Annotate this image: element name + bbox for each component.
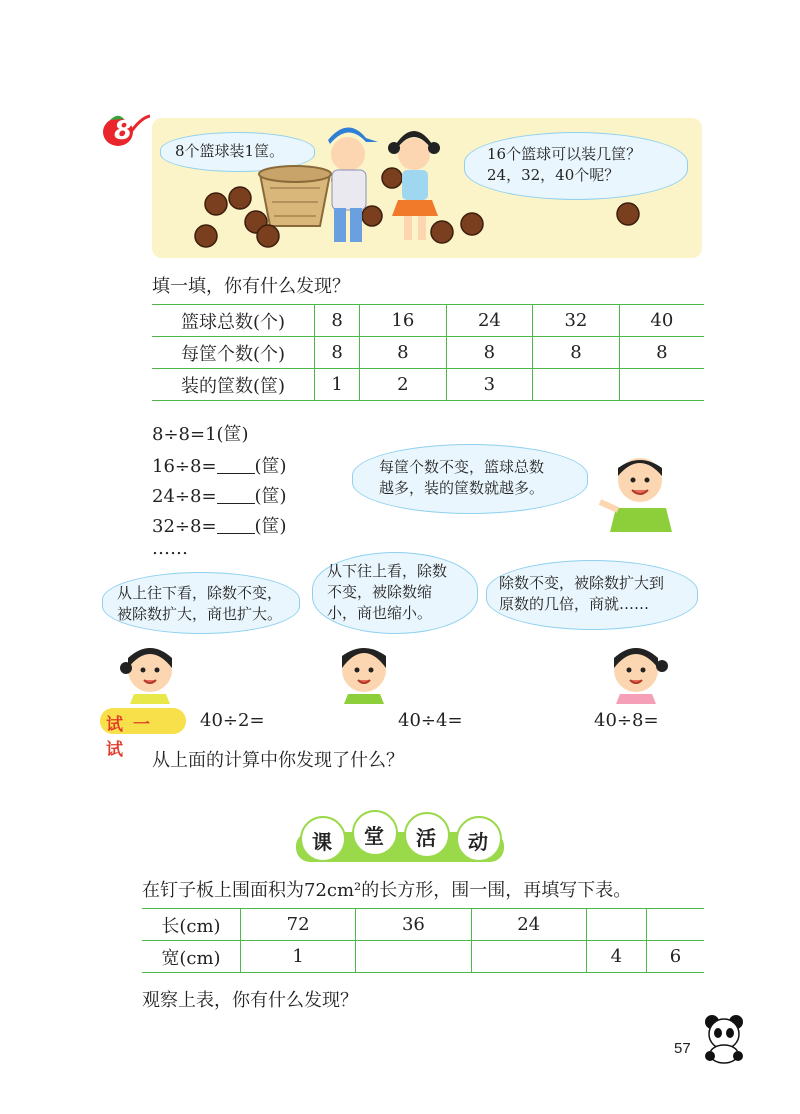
- equation-ellipsis: ……: [152, 538, 188, 559]
- equation-4: [152, 512, 287, 538]
- row-label: 装的筐数(筐): [152, 369, 315, 401]
- table-cell[interactable]: [471, 941, 586, 973]
- page-number: 57: [674, 1040, 691, 1057]
- table-row: [152, 305, 704, 337]
- equation-text: 32÷8=: [152, 516, 217, 537]
- activity-char-text: 动: [468, 830, 488, 854]
- activity-char-3: [404, 812, 450, 858]
- bubble-text: 从上往下看，除数不变，: [117, 584, 283, 602]
- speech-bubble-girl-left: [102, 572, 300, 634]
- equation-1: 8÷8=1(筐): [152, 424, 249, 445]
- table-cell: 8: [619, 337, 704, 369]
- answer-blank[interactable]: [217, 515, 255, 534]
- equation-unit: (筐): [254, 516, 287, 537]
- table-cell: 16: [360, 305, 447, 337]
- pointing-boy-icon: [596, 452, 686, 532]
- table-cell: 8: [315, 337, 360, 369]
- table-cell: 24: [446, 305, 533, 337]
- basketball-table: [152, 304, 704, 401]
- table-cell: 2: [360, 369, 447, 401]
- example-number-badge: [100, 112, 150, 150]
- bubble-text: 16个篮球可以装几筐？: [487, 145, 642, 163]
- row-label: 长(cm): [142, 909, 241, 941]
- bubble-text: 每筐个数不变，篮球总数: [379, 458, 545, 476]
- bubble-text: 被除数扩大，商也扩大。: [117, 605, 283, 623]
- try-label: [100, 708, 186, 760]
- speech-bubble-boy-right: [352, 444, 588, 514]
- bubble-text: 8个篮球装1筐。: [175, 142, 285, 160]
- bubble-text: 越多，装的筐数就越多。: [379, 479, 545, 497]
- table-row: [142, 909, 704, 941]
- equation-text: 24÷8=: [152, 486, 217, 507]
- speech-bubble-girl-right: [486, 560, 698, 630]
- fill-prompt: 填一填，你有什么发现？: [152, 276, 350, 297]
- boy-face-icon: [334, 640, 394, 704]
- bubble-text: 原数的几倍，商就……: [499, 595, 650, 613]
- table-cell: 8: [315, 305, 360, 337]
- try-equation-2: 40÷4=: [398, 710, 463, 731]
- table-cell: 6: [646, 941, 704, 973]
- table-cell: 1: [315, 369, 360, 401]
- table-cell[interactable]: [533, 369, 620, 401]
- try-label-text: 试一试: [106, 715, 160, 760]
- table-cell: 36: [356, 909, 471, 941]
- activity-char-4: [456, 816, 502, 862]
- bubble-text: 不变，被除数缩: [327, 583, 433, 601]
- try-equation-3: 40÷8=: [594, 710, 659, 731]
- table-cell: 72: [241, 909, 356, 941]
- equation-unit: (筐): [254, 486, 287, 507]
- table-cell: 32: [533, 305, 620, 337]
- answer-blank[interactable]: [217, 455, 255, 474]
- try-question: 从上面的计算中你发现了什么？: [152, 750, 404, 771]
- basket-icon: [259, 166, 331, 226]
- bubble-text: 24，32，40个呢？: [487, 166, 620, 184]
- table-cell[interactable]: [619, 369, 704, 401]
- girl-face-icon: [606, 640, 672, 704]
- row-label: 每筐个数(个): [152, 337, 315, 369]
- rectangle-table: [142, 908, 704, 973]
- activity-char-text: 活: [416, 826, 436, 850]
- activity-banner: [290, 810, 510, 866]
- equation-text: 16÷8=: [152, 456, 217, 477]
- answer-blank[interactable]: [217, 485, 255, 504]
- row-label: 宽(cm): [142, 941, 241, 973]
- try-equation-1: 40÷2=: [200, 710, 265, 731]
- table-cell: 8: [533, 337, 620, 369]
- equation-3: [152, 482, 287, 508]
- speech-bubble-boy-middle: [312, 552, 478, 634]
- table-cell[interactable]: [356, 941, 471, 973]
- table-row: [152, 337, 704, 369]
- rectangle-prompt: 在钉子板上围面积为72cm²的长方形，围一围，再填写下表。: [142, 880, 632, 901]
- table-row: [152, 369, 704, 401]
- girl-face-icon: [120, 640, 180, 704]
- activity-char-2: [352, 810, 398, 856]
- activity-char-text: 堂: [364, 824, 384, 848]
- activity-char-text: 课: [312, 830, 332, 854]
- panda-icon: [700, 1012, 748, 1064]
- table-cell: 3: [446, 369, 533, 401]
- example-number: 8: [114, 116, 133, 146]
- bubble-text: 从下往上看，除数: [327, 562, 448, 580]
- table-cell: 24: [471, 909, 586, 941]
- table-cell[interactable]: [646, 909, 704, 941]
- equation-unit: (筐): [254, 456, 287, 477]
- table-cell: 1: [241, 941, 356, 973]
- bubble-text: 小，商也缩小。: [327, 604, 433, 622]
- table-cell: 8: [360, 337, 447, 369]
- table-cell: 8: [446, 337, 533, 369]
- observe-prompt: 观察上表，你有什么发现？: [142, 990, 358, 1011]
- table-row: [142, 941, 704, 973]
- bubble-text: 除数不变，被除数扩大到: [499, 574, 665, 592]
- activity-char-1: [300, 816, 346, 862]
- table-cell[interactable]: [586, 909, 646, 941]
- equation-2: [152, 452, 287, 478]
- row-label: 篮球总数(个): [152, 305, 315, 337]
- table-cell: 40: [619, 305, 704, 337]
- table-cell: 4: [586, 941, 646, 973]
- basketball-illustration: [152, 118, 702, 258]
